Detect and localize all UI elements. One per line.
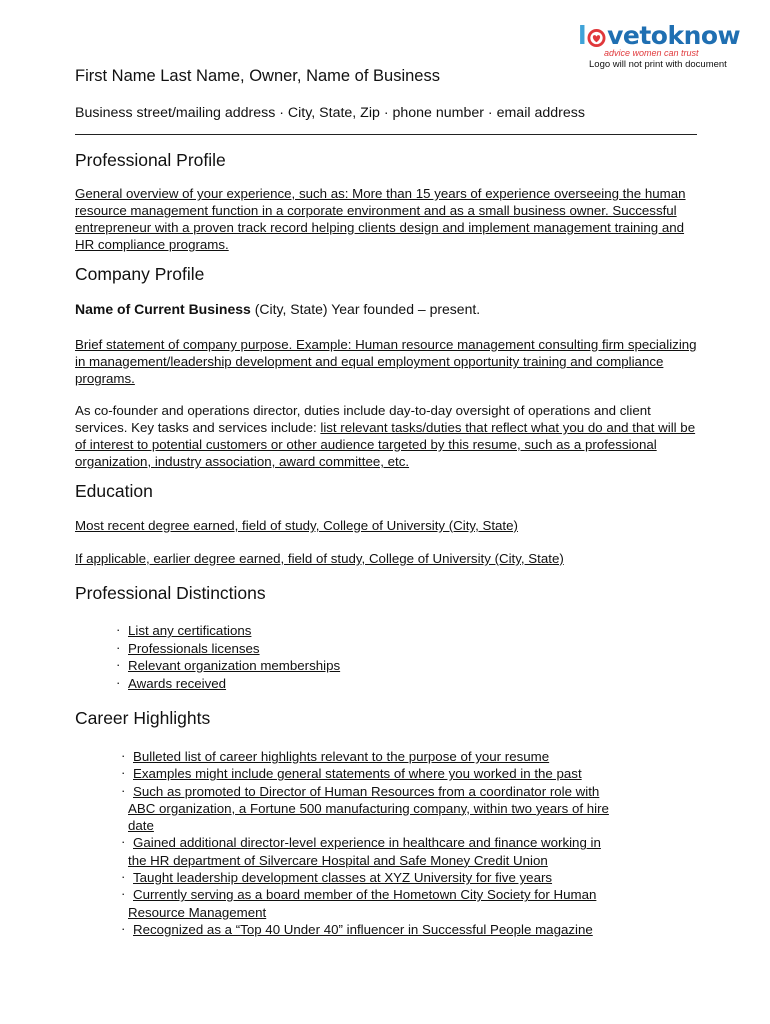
distinctions-heading: Professional Distinctions [75,583,266,603]
list-item: · Examples might include general statements of where you worked in the past [116,765,616,782]
heart-icon [587,29,606,47]
list-item: · Relevant organization memberships [116,657,340,675]
business-name: Name of Current Business [75,301,251,317]
list-item: · List any certifications [116,622,340,640]
distinctions-list [116,622,340,692]
business-details: (City, State) Year founded – present. [250,301,481,317]
education-item: Most recent degree earned, field of study, College of University (City, State) [75,518,518,533]
career-highlights-list [116,748,616,938]
company-purpose-text: Brief statement of company purpose. Example: Human resource management consulting firm specializing in management/leadership development and equal employment opportunity training and compliance programs. [75,337,697,386]
logo-letters-rest: vetoknow [607,21,741,50]
header-divider [75,134,697,135]
company-duties-text [75,402,700,470]
professional-profile-text: General overview of your experience, such as: More than 15 years of experience overseeing the human resource management function in a corporate environment and as a small business owner. Successful entrepreneur with a proven track record helping clients design and implement management training and HR compliance programs. [75,186,686,252]
career-highlights-heading: Career Highlights [75,708,211,728]
lovetoknow-logo [578,21,748,70]
list-item: · Recognized as a “Top 40 Under 40” influencer in Successful People magazine [116,921,616,938]
list-item: · Gained additional director-level experience in healthcare and finance working in the HR department of Silvercare Hospital and Safe Money Credit Union [116,834,616,869]
education-item: If applicable, earlier degree earned, field of study, College of University (City, State) [75,551,564,566]
company-profile-heading: Company Profile [75,264,205,284]
list-item: · Currently serving as a board member of the Hometown City Society for Human Resource Management [116,886,616,921]
logo-tagline: advice women can trust [604,48,699,58]
professional-profile-heading: Professional Profile [75,150,226,170]
logo-print-note: Logo will not print with document [589,59,727,70]
list-item: · Professionals licenses [116,640,340,658]
duties-details: list relevant tasks/duties that reflect what you do and that will be of interest to potential customers or other audience targeted by this resume, such as a professional organization, industry association, award committee, etc. [75,420,696,469]
list-item: · Awards received [116,675,340,693]
education-heading: Education [75,481,153,501]
list-item: · Bulleted list of career highlights relevant to the purpose of your resume [116,748,616,765]
logo-wordmark [578,22,748,50]
list-item: · Taught leadership development classes at XYZ University for five years [116,869,616,886]
logo-letter-l: l [578,21,587,50]
contact-line: Business street/mailing address · City, State, Zip · phone number · email address [75,105,585,121]
name-owner-line: First Name Last Name, Owner, Name of Business [75,67,440,85]
current-business-line [75,301,700,318]
list-item: · Such as promoted to Director of Human Resources from a coordinator role with ABC organization, a Fortune 500 manufacturing company, within two years of hire date [116,783,616,835]
duties-intro: As co-founder and operations director, duties include day-to-day oversight of operations and client services. Key tasks and services include: [75,403,651,435]
